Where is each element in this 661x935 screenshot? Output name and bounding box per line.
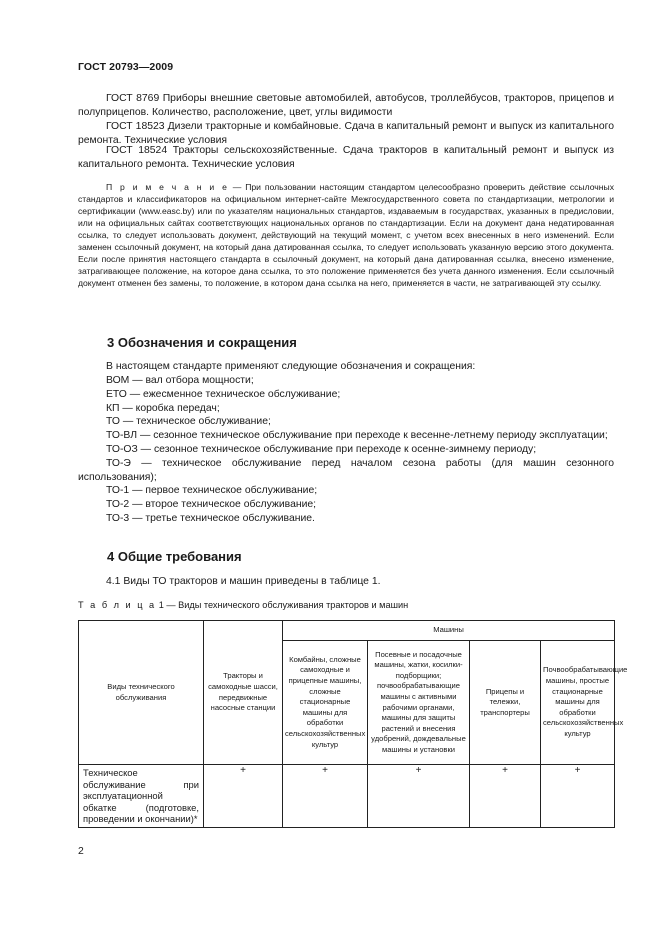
list-item: ТО-ВЛ — сезонное техническое обслуживание при переходе к весенне-летнему периоду эксплуатации; bbox=[106, 430, 608, 442]
column-header-seeders: Посевные и посадочные машины, жатки, косилки-подборщики; почвообрабатывающие машины с активными рабочими органами, машины для защиты растений и внесения удобрений, дождевальные машины и установки bbox=[368, 641, 470, 765]
list-item: ТО-Э — техническое обслуживание перед началом сезона работы (для машин сезонного использования); bbox=[78, 457, 614, 483]
table-cell: + bbox=[204, 765, 283, 828]
list-item: ЕТО — ежесменное техническое обслуживание; bbox=[106, 388, 341, 400]
list-item: ВОМ — вал отбора мощности; bbox=[106, 375, 254, 386]
table-caption bbox=[78, 600, 408, 610]
section-3-title: 3 Обозначения и сокращения bbox=[107, 335, 297, 350]
column-header-trailers: Прицепы и тележки, транспортеры bbox=[470, 641, 541, 765]
table-row bbox=[79, 765, 615, 828]
note-paragraph bbox=[78, 181, 614, 289]
list-item: ТО-2 — второе техническое обслуживание; bbox=[106, 499, 317, 511]
abbreviation-list bbox=[78, 374, 614, 526]
column-header-combines: Комбайны, сложные самоходные и прицепные машины, сложные стационарные машины для обработки сельскохозяйственных культур bbox=[283, 641, 368, 765]
table-cell-kind: Техническое обслуживание при эксплуатационной обкатке (подготовке, проведении и окончании)* bbox=[79, 765, 204, 828]
table-caption-text: 1 — Виды технического обслуживания тракторов и машин bbox=[156, 600, 409, 610]
reference-gost-8769: ГОСТ 8769 Приборы внешние световые автомобилей, автобусов, троллейбусов, тракторов, прицепов и полуприцепов. Количество, расположение, цвет, углы видимости bbox=[78, 93, 614, 118]
column-header-tractors: Тракторы и самоходные шасси, передвижные насосные станции bbox=[204, 621, 283, 765]
maintenance-types-table bbox=[78, 620, 628, 828]
list-item: ТО-ОЗ — сезонное техническое обслуживание при переходе к осенне-зимнему периоду; bbox=[106, 443, 537, 455]
note-text: — При пользовании настоящим стандартом целесообразно проверить действие ссылочных стандартов и классификаторов на официальном интернет-сайте Межгосударственного совета по стандартизации, метрологии и сертификации (www.easc.by) или по указателям национальных стандартов, издаваемым в государствах, указанных в предисловии, или на официальных сайтах соответствующих национальных органов по стандартизации. Если на документ дана недатированная ссылка, то следует использовать документ, действующий на текущий момент, с учетом всех внесенных в него изменений. Если заменен ссылочный документ, на который дана датированная ссылка, то следует использовать указанную версию этого документа. Если после принятия настоящего стандарта в ссылочный документ, на который дана датированная ссылка, внесено изменение, затрагивающее положение, на которое дана ссылка, то это положение применяется без учета данного изменения. Если ссылочный документ отменен без замены, то положение, в котором дана ссылка на него, применяется в части, не затрагивающей эту ссылку. bbox=[78, 182, 615, 288]
table-cell: + bbox=[368, 765, 470, 828]
section-4-paragraph: 4.1 Виды ТО тракторов и машин приведены в таблице 1. bbox=[106, 576, 381, 587]
section-4-title: 4 Общие требования bbox=[107, 549, 242, 564]
list-item: ТО — техническое обслуживание; bbox=[106, 416, 271, 428]
list-item: ТО-1 — первое техническое обслуживание; bbox=[106, 485, 318, 497]
list-item: КП — коробка передач; bbox=[106, 402, 220, 414]
note-label: П р и м е ч а н и е bbox=[106, 182, 229, 192]
page-number: 2 bbox=[78, 846, 84, 857]
table-cell: + bbox=[470, 765, 541, 828]
section-3-intro: В настоящем стандарте применяют следующие обозначения и сокращения: bbox=[106, 361, 476, 372]
reference-gost-18524: ГОСТ 18524 Тракторы сельскохозяйственные. Сдача тракторов в капитальный ремонт и выпуск из капитального ремонта. Технические условия bbox=[78, 145, 614, 170]
table-cell: + bbox=[541, 765, 615, 828]
table-cell: + bbox=[283, 765, 368, 828]
reference-gost-18523: ГОСТ 18523 Дизели тракторные и комбайновые. Сдача в капитальный ремонт и выпуск из капитального ремонта. Технические условия bbox=[78, 121, 614, 146]
list-item: ТО-3 — третье техническое обслуживание. bbox=[106, 512, 315, 524]
column-header-machines: Машины bbox=[283, 621, 615, 641]
table-caption-label: Т а б л и ц а bbox=[78, 600, 157, 610]
document-header: ГОСТ 20793—2009 bbox=[78, 61, 174, 73]
column-header-kind: Виды технического обслуживания bbox=[79, 621, 204, 765]
column-header-soil-machines: Почвообрабатывающие машины, простые стационарные машины для обработки сельскохозяйственных культур bbox=[541, 641, 615, 765]
